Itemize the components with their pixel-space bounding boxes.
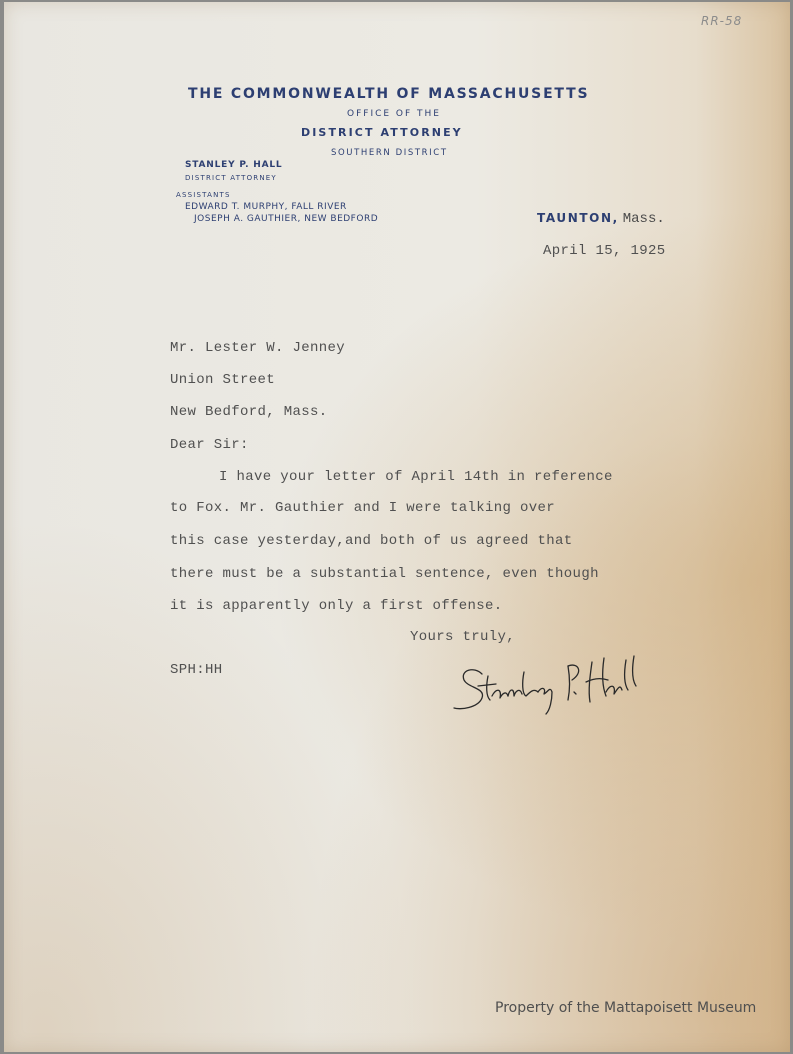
handwritten-signature	[452, 652, 642, 722]
letterhead-official-title: DISTRICT ATTORNEY	[185, 174, 277, 182]
body-line: there must be a substantial sentence, even though	[170, 566, 599, 582]
letterhead-office: OFFICE OF THE	[347, 109, 441, 119]
body-line: this case yesterday,and both of us agreed that	[170, 533, 573, 549]
letterhead-district: SOUTHERN DISTRICT	[331, 148, 448, 158]
recipient-line: Union Street	[170, 372, 276, 388]
letterhead-state: Mass.	[622, 211, 665, 227]
letterhead-city: TAUNTON,	[537, 211, 619, 225]
closing: Yours truly,	[410, 629, 516, 645]
reference-initials: SPH:HH	[170, 662, 223, 678]
watermark: Property of the Mattapoisett Museum	[495, 1000, 757, 1016]
letterhead-place	[537, 209, 665, 227]
letterhead-title: THE COMMONWEALTH OF MASSACHUSETTS	[188, 86, 590, 102]
recipient-line: New Bedford, Mass.	[170, 404, 328, 420]
salutation: Dear Sir:	[170, 437, 249, 453]
body-line: I have your letter of April 14th in reference	[219, 469, 613, 485]
letterhead-department: DISTRICT ATTORNEY	[301, 126, 463, 139]
letterhead-official-name: STANLEY P. HALL	[185, 160, 283, 170]
body-line: to Fox. Mr. Gauthier and I were talking over	[170, 500, 556, 516]
letter-page	[4, 2, 790, 1052]
body-line: it is apparently only a first offense.	[170, 598, 503, 614]
archive-mark: RR-58	[701, 14, 743, 28]
letter-date: April 15, 1925	[543, 243, 666, 259]
letterhead-assistant: JOSEPH A. GAUTHIER, NEW BEDFORD	[194, 214, 379, 224]
recipient-line: Mr. Lester W. Jenney	[170, 340, 346, 356]
letterhead-assistant: EDWARD T. MURPHY, FALL RIVER	[185, 202, 347, 212]
letterhead-assistants-label: ASSISTANTS	[176, 191, 231, 199]
